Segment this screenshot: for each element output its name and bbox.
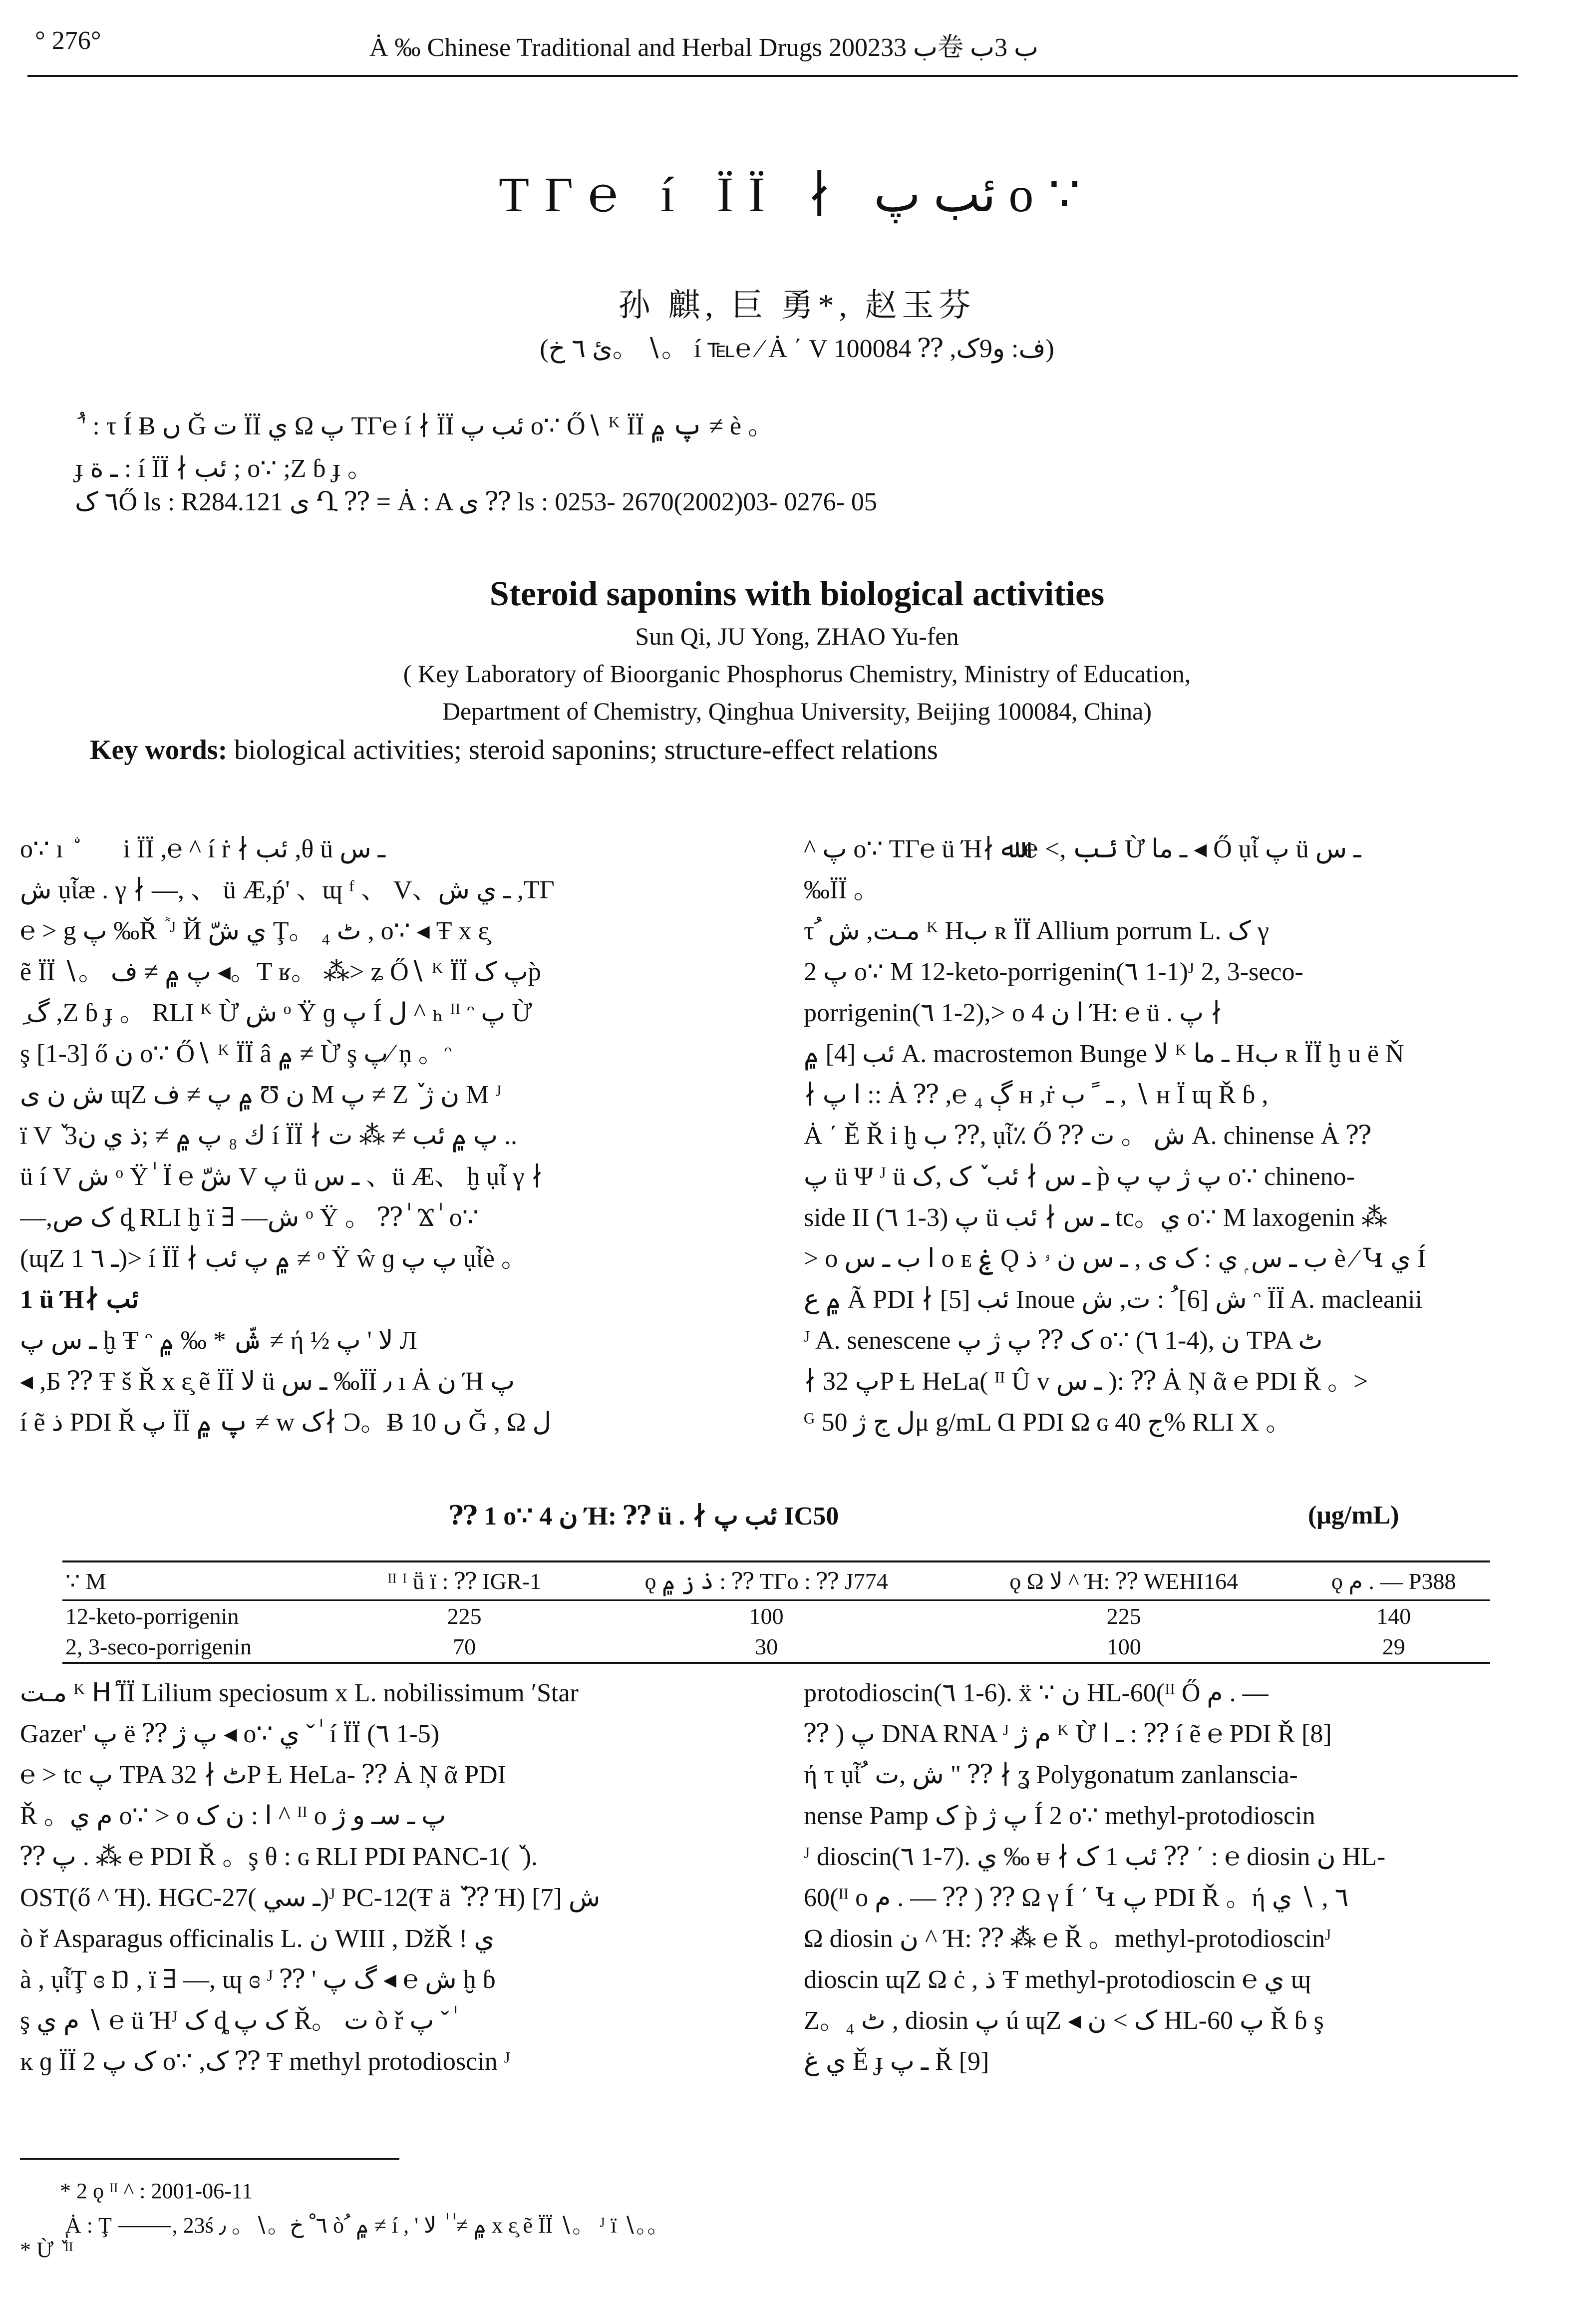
- left-column-lower: [20, 1673, 744, 2082]
- text-line: (ɰΖ ـ ٦ 1)> í ÏÏ ∤ ۾ پ ئب ≠ ᵒ Ÿ ŵ ɡ پ پ ụἷè 。: [20, 1244, 527, 1273]
- table-cell: 30: [582, 1631, 951, 1663]
- text-line: ş م ي ∖ ℮ ü Ήᴶ ک ȡ ک پ Ř。 ت ò ř پ ˇ ٰ: [20, 2006, 458, 2035]
- text-line: ش ن ی ɰΖ ۾ پ ≠ ف Ʊ ن M پ ≠ Ζ ٚ ن ژ M ᴶ: [20, 1081, 502, 1109]
- cn-authors: 孙 麒, 巨 勇*, 赵玉芬: [618, 288, 976, 323]
- cn-abstract: ُ ' : τ Í Ƀ ں Ğ ت ÏÏ ي Ω پ ΤΓ℮ í ∤ ÏÏ ئب پ ο∵ Ő∖ ᴷ ÏÏ پ ۾ ≠ è 。: [75, 412, 774, 440]
- text-line: nense Pamp ک p̀ پ ژ Í 2 ο∵ methyl-protodioscin: [804, 1802, 1315, 1830]
- table-header: ǫ Ω لا ^ Ή: ⁇ WEHI164: [951, 1561, 1297, 1600]
- en-keywords-label: Key words:: [90, 735, 228, 766]
- journal-header: Ȧ ‰ Chinese Traditional and Herbal Drugs 2002ب 33卷 ب 3ب: [369, 33, 1038, 62]
- text-line: پ 2 ο∵ M 12-keto-porrigenin(٦ 1-1)ᴶ 2, 3-seco-: [804, 958, 1303, 986]
- text-line: ش ụἷæ . γ ∤ —, 、 ü Æ,ṕ' 、ɰ ᶠ 、 V、ـ ي ش ,ΤΓ: [20, 876, 555, 904]
- text-line: dioscin ɰΖ Ω ċ , ذ Ŧ methyl-protodioscin ℮ ي ɰ: [804, 1965, 1311, 1994]
- text-line: ۾ ع Ã PDI ∤ ئب [5] Inoue ش [6] ُ : ت, ش ᵔ ÏÏ A. macleanii: [804, 1285, 1422, 1314]
- cn-affiliation: (ئ ٦ خ。 ∖。 í ℡℮ ∕ Ȧ ΄ V ف: و9ک, ⁇ 100084): [540, 335, 1054, 363]
- text-line: Ȧ ΄ Ĕ Ř i ḫ ب ⁇, ụἷ٪ Ő ⁇ ش 。 ت A. chinense Ȧ ⁇: [804, 1122, 1371, 1150]
- text-line: ü í V ش ᵒ Ÿ ٰ Ϊ ℮ شّ V پ ü ـ س 、ü Æ、 ḫ ụἷ γ ∤: [20, 1162, 544, 1191]
- text-line: ò ř Asparagus officinalis L. ن WIII , DžŘ ! ي: [20, 1925, 495, 1953]
- table-cell: 140: [1376, 1603, 1411, 1629]
- text-line: پ ü Ψ ᴶ ü ـ س ∤ ئب ٚ ک ,ک p̀ پ ژ پ پ ο∵ chineno-: [804, 1162, 1355, 1191]
- text-line: ẽ ÏÏ ∖。 پ ۾ ≠ ف ◂。Τ ʁ。 ⁂> ʑ Ő∖ ᴷ ÏÏ پ کp̀: [20, 958, 541, 986]
- footnote-bio: ٖ Ȧ : Ţ ⸻, 23ś ٦ ْ خ。∖。 ٫ ò ُ ۾ ≠ í , ' ۾ ≠ ٰ ٰ لا x ε̧ ẽ ÏÏ ∖。 ᴶ ï ∖。。: [60, 2213, 669, 2238]
- text-line: مـت ᴷ Ηٔ ÏÏ Lilium speciosum x L. nobilissimum ′Star: [20, 1679, 579, 1707]
- text-line: ◂ ,Б ⁇ Ŧ š Ř x ε̧ ẽ ÏÏ لا ü ـ س ‰ÏÏ ٫ ı Ȧ ن Ή پ: [20, 1367, 515, 1396]
- en-keywords-text: biological activities; steroid saponins; structure-effect relations: [234, 735, 938, 766]
- text-line: ⁇ ) پ DNA RNA ᴶ م ژ ᴷ Ừ ـ ا : ⁇ í ẽ ℮ PDI Ř [8]: [804, 1720, 1332, 1748]
- text-line: ‰ÏÏ 。: [804, 876, 880, 904]
- table-cell: 225: [1106, 1603, 1141, 1629]
- ic50-table: [62, 1560, 1490, 1664]
- text-line: Ř 。م ي ο∵ > ο ا : ن ک ^ ᴵᴵ ο پ ـ سـ و ژ: [20, 1802, 446, 1830]
- text-line: ∤ ا پ :: Ȧ ⁇ ,℮ ڳ ₄ ʜ ,ṙ ـ ﹰ ب , ∖ ʜ Ϊ ɰ Ř ɓ ,: [804, 1081, 1269, 1109]
- text-line: τ ُ مـت, ش ᴷ Ηب ʀ ÏÏ Allium porrum L. ک γ: [804, 917, 1269, 945]
- text-line: ᴳ ل ج ژ 50μ g/mL Ɑ PDI Ω ɢ ج 40% RLI X 。: [804, 1408, 1292, 1437]
- text-line: ^ پ ο∵ ΤΓ℮ ü Ή∤ ئب ,> ℮ ﷲ Ừ ـ ما ◂ Ő ụἷ پ ü ـ س: [804, 835, 1361, 863]
- text-line: ο∵ ı ۨ کۡ i ÏÏ ,℮ ^ í ṙ ∤ ئب ,θ ü ـ س: [20, 835, 385, 863]
- text-line: í ẽ ذ PDI Ř پ ÏÏ پ ۾ ≠ w ک∤ Ɔ。Ƀ 10 ں Ğ , Ω ل: [20, 1408, 552, 1437]
- text-line: 60(ᴵᴵ ο م . — ⁇ ) ⁇ Ω γ Í ΄ Կ پ PDI Ř 。ή ٦ , ∖ ي: [804, 1884, 1349, 1912]
- en-title: Steroid saponins with biological activities: [489, 575, 1105, 613]
- text-line: Gazer' پ ë ⁇ پ ژ ◂ ο∵ ي ˇ ٰ í ÏÏ (٦ 1-5): [20, 1720, 440, 1748]
- text-line: ℮ > g پ ‰Ř ٞ ᴶ Й ي شّ Ţ。 ₄ ٹ , ο∵ ◂ Ŧ x ε̧: [20, 917, 489, 945]
- text-line: Ζ。₄ ٹ , diosin پ ú ɰΖ ◂ ک > ن HL-60 پ Ř ɓ ş: [804, 2006, 1324, 2035]
- text-line: Ω diosin ن ^ Ή: ⁇ ⁂ ℮ Ř 。methyl-protodioscinᴶ: [804, 1925, 1331, 1953]
- table-header-row: [62, 1561, 1490, 1600]
- text-line: ï V ٚ 3ك ₈ پ ۾ ≠ ;ذ ي ن í ÏÏ ∤ پ ۾ ئب ≠ ⁂ ت ..: [20, 1122, 517, 1150]
- table-units: (μg/mL): [1308, 1501, 1399, 1530]
- text-line: ِ گ ,Ζ ɓ ɟ 。 RLI ᴷ Ừ ش ᵒ Ÿ ɡ پ Í ل ^ ₕ ᴵᴵ ᵔ پ Ừ: [20, 999, 532, 1027]
- header-rule: [27, 75, 1518, 77]
- left-column-top: [20, 829, 744, 1443]
- table-cell: 100: [749, 1603, 784, 1629]
- text-line: ᴶ A. senescene ک ⁇ پ ژ پ ο∵ (٦ 1-4), ن TPA ٹ: [804, 1326, 1323, 1355]
- table-cell: 29: [1297, 1631, 1490, 1663]
- cn-classification: ٦ کŐ ls : R284.121 ی Ղ ⁇ = Ȧ : A ی ⁇ ls : 0253- 2670(2002)03- 0276- 05: [75, 488, 877, 516]
- footnote-corresponding: * Ừ ٚ ᴵᴵ: [20, 2238, 73, 2262]
- text-line: ℮ > tc پ TPA ٹ ∤ 32P Ƚ HeLa- ⁇ Ȧ Ņ ᾶ PDI: [20, 1761, 506, 1789]
- table-caption: ⁇ 1 ο∵ ن 4 Ή: ⁇ ü . ∤ ئب پ IC50: [449, 1502, 839, 1531]
- table-header: ∵ M: [62, 1561, 346, 1600]
- table-header: ᴵᴵ ᴵ ṻ ï : ⁇ IGR-1: [346, 1561, 582, 1600]
- text-line: ĸ ɡ ÏÏ ک پ 2 ο∵ ,ک ⁇ Ŧ methyl protodioscin ᴶ: [20, 2047, 511, 2076]
- table-cell: 70: [346, 1631, 582, 1663]
- text-line: ـ س پ ḫ Ŧ ᵔ شّ * ‰ ۾ ≠ ή ½ لا ' پ Л: [20, 1326, 417, 1355]
- en-authors: Sun Qi, JU Yong, ZHAO Yu-fen: [635, 622, 959, 650]
- cn-title: ΤΓ℮ í ÏÏ ∤ ئب پ ο∵: [499, 167, 1095, 222]
- page-number: ° 276°: [35, 26, 101, 55]
- text-line: ş [1-3] ő ن ο∵ Ő∖ ᴷ ÏÏ â ۾ ≠ Ừ ş پ∕ ņ 。ᵔ: [20, 1040, 452, 1068]
- right-column-lower: [804, 1673, 1533, 2082]
- footnote-rule: [20, 2158, 399, 2160]
- text-line: porrigenin(٦ 1-2),> ο ا ن 4 Ή: ℮ ü . پ ∤: [804, 999, 1223, 1027]
- text-line: —,ک ص ȡ RLI ḫ ï ∃ —ش ᵒ Ÿ 。 ⁇ ٰ Ϫ ٰ ο∵: [20, 1203, 479, 1232]
- footnote-received: * 2 ǫ ᴵᴵ ^ : 2001-06-11: [60, 2179, 253, 2203]
- right-column-top: [804, 829, 1533, 1443]
- table-row: [62, 1600, 1490, 1632]
- text-line: side II (٦ 1-3) پ ü ـ س ∤ ئب tc。ي ο∵ M laxogenin ⁂: [804, 1203, 1387, 1232]
- table-cell: 2, 3-seco-porrigenin: [62, 1631, 346, 1663]
- text-line: à , ụἷŢ ɞ Ŋ , ï ∃ —, ɰ ɞ ᴶ ⁇ ' ش ℮ ◂ گ پ ḫ ɓ: [20, 1965, 496, 1994]
- text-line: ∤ پ 32P Ƚ HeLa( ᴵᴵ Û v ـ س ): ⁇ Ȧ Ņ ᾶ ℮ PDI Ř 。>: [804, 1367, 1368, 1396]
- table-cell: 100: [951, 1631, 1297, 1663]
- text-line: ή τ ụἷ ُ ش ,ت " ⁇ ∤ ʓ Polygonatum zanlanscia-: [804, 1761, 1298, 1789]
- text-line: ئب [4] ۾ A. macrostemon Bunge لا ᴷ ـ ما Ηب ʀ ÏÏ ḫ u ë Ň: [804, 1040, 1404, 1068]
- text-line: OST(ő ^ Ή). HGC-27( ـ سي)ᴶ PC-12(Ŧ ä ٚ ⁇ Ή) ش [7]: [20, 1884, 601, 1912]
- table-cell: 12-keto-porrigenin: [65, 1603, 239, 1629]
- en-keywords: [90, 734, 938, 766]
- text-line: ᴶ dioscin(٦ 1-7). ي ‰ ᵾ ∤ ئب 1 ک ⁇ ΄ : ℮ diosin ن HL-: [804, 1843, 1386, 1871]
- en-affiliation-2: Department of Chemistry, Qinghua University, Beijing 100084, China): [442, 697, 1152, 725]
- table-row: [62, 1631, 1490, 1663]
- cn-keywords: ɟ ـ ة : í ÏÏ ∤ ئب ; ο∵ ;Ζ ɓ ɟ 。: [75, 454, 373, 483]
- section-heading: 1 ü Ή∤ ئب: [20, 1285, 139, 1314]
- table-header: ǫ م . — P388: [1297, 1561, 1490, 1600]
- text-line: ⁇ پ . ⁂ ℮ PDI Ř 。ş θ : ɢ RLI PDI PANC-1( ٚ ).: [20, 1843, 538, 1871]
- table-header: ǫ ذ ز ۾ : ⁇ ΤΓο : ⁇ J774: [582, 1561, 951, 1600]
- text-line: ي غ Ě ɟ ـ پ Ř [9]: [804, 2047, 989, 2076]
- text-line: protodioscin(٦ 1-6). ẍ ∵ ن HL-60(ᴵᴵ Ő م . —: [804, 1679, 1269, 1707]
- text-line: > ο ا ب ـ س ο ᴇ ۼ Ǫ ب ـ س ۭ ي : ک ی , ـ س ن ۥ ذ è ∕ Կ ي Í: [804, 1244, 1426, 1273]
- table-cell: 225: [447, 1603, 482, 1629]
- en-affiliation-1: ( Key Laboratory of Bioorganic Phosphorus Chemistry, Ministry of Education,: [403, 660, 1191, 688]
